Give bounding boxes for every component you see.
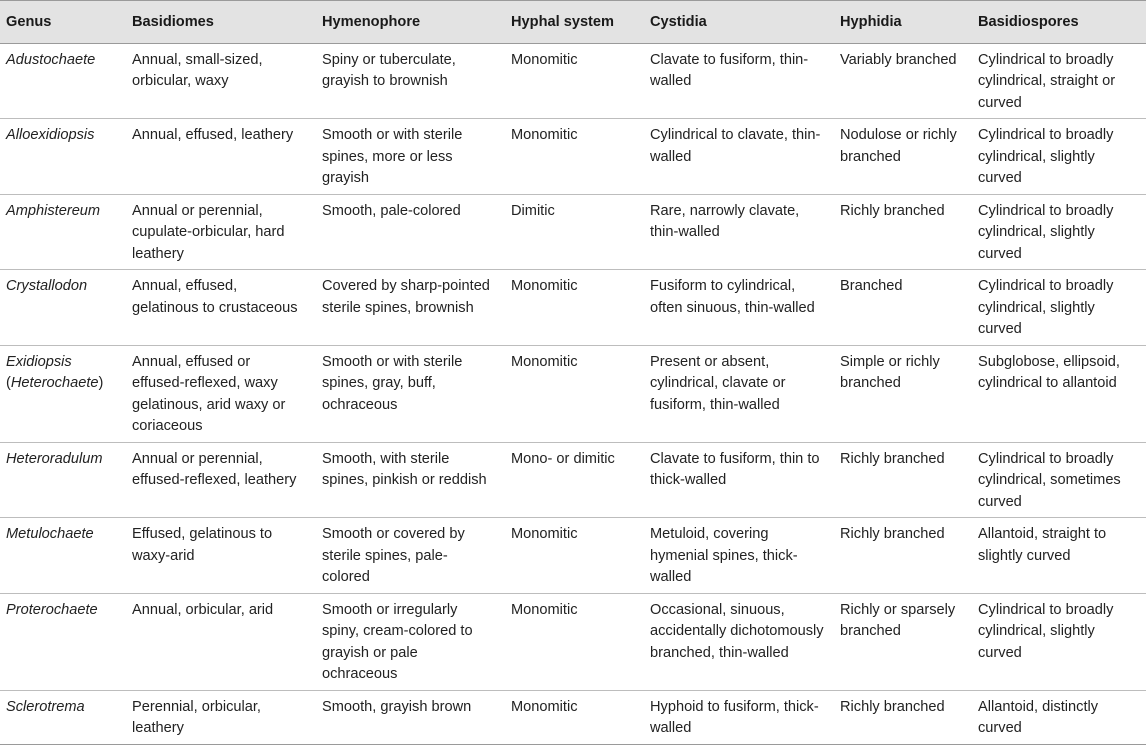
cell-hyphidia: Variably branched — [832, 43, 970, 119]
cell-hyphal-system: Monomitic — [503, 518, 642, 594]
cell-hyphidia: Nodulose or richly branched — [832, 119, 970, 195]
cell-hymenophore: Smooth, pale-colored — [314, 194, 503, 270]
table-header — [0, 1, 1146, 44]
table-row — [0, 518, 1146, 594]
cell-hyphal-system: Monomitic — [503, 593, 642, 690]
table-row — [0, 690, 1146, 744]
cell-hyphidia: Branched — [832, 270, 970, 346]
cell-hymenophore: Smooth or covered by sterile spines, pale-colored — [314, 518, 503, 594]
cell-cystidia: Clavate to fusiform, thin to thick-walled — [642, 442, 832, 518]
cell-genus — [0, 345, 124, 442]
cell-genus: Crystallodon — [0, 270, 124, 346]
table-row — [0, 593, 1146, 690]
cell-basidiomes: Effused, gelatinous to waxy-arid — [124, 518, 314, 594]
table-row — [0, 345, 1146, 442]
cell-cystidia: Metuloid, covering hymenial spines, thick-walled — [642, 518, 832, 594]
cell-hyphidia: Richly branched — [832, 690, 970, 744]
cell-hyphidia: Richly branched — [832, 194, 970, 270]
cell-basidiospores: Allantoid, straight to slightly curved — [970, 518, 1146, 594]
cell-basidiospores: Subglobose, ellipsoid, cylindrical to allantoid — [970, 345, 1146, 442]
cell-genus: Alloexidiopsis — [0, 119, 124, 195]
cell-cystidia: Occasional, sinuous, accidentally dichotomously branched, thin-walled — [642, 593, 832, 690]
cell-basidiomes: Annual, effused or effused-reflexed, waxy gelatinous, arid waxy or coriaceous — [124, 345, 314, 442]
cell-hyphal-system: Dimitic — [503, 194, 642, 270]
cell-genus: Adustochaete — [0, 43, 124, 119]
cell-hymenophore: Smooth or with sterile spines, more or less grayish — [314, 119, 503, 195]
cell-basidiospores: Cylindrical to broadly cylindrical, sometimes curved — [970, 442, 1146, 518]
cell-genus: Heteroradulum — [0, 442, 124, 518]
cell-basidiospores: Cylindrical to broadly cylindrical, slightly curved — [970, 119, 1146, 195]
cell-genus: Proterochaete — [0, 593, 124, 690]
cell-hyphidia: Richly or sparsely branched — [832, 593, 970, 690]
cell-basidiospores: Cylindrical to broadly cylindrical, slightly curved — [970, 270, 1146, 346]
genus-paren-close: ) — [98, 375, 104, 391]
cell-basidiomes: Annual, effused, leathery — [124, 119, 314, 195]
cell-hyphal-system: Monomitic — [503, 119, 642, 195]
cell-basidiospores: Allantoid, distinctly curved — [970, 690, 1146, 744]
cell-basidiospores: Cylindrical to broadly cylindrical, slightly curved — [970, 593, 1146, 690]
cell-hyphal-system: Monomitic — [503, 690, 642, 744]
header-hyphal-system: Hyphal system — [503, 1, 642, 44]
cell-hyphal-system: Monomitic — [503, 43, 642, 119]
table-row — [0, 270, 1146, 346]
table-row — [0, 194, 1146, 270]
table-body — [0, 43, 1146, 744]
cell-cystidia: Hyphoid to fusiform, thick-walled — [642, 690, 832, 744]
cell-basidiomes: Annual, orbicular, arid — [124, 593, 314, 690]
cell-hyphal-system: Monomitic — [503, 270, 642, 346]
genus-paren-open: ( — [6, 375, 11, 391]
cell-basidiomes: Annual or perennial, cupulate-orbicular, hard leathery — [124, 194, 314, 270]
cell-basidiomes: Annual or perennial, effused-reflexed, leathery — [124, 442, 314, 518]
cell-hyphidia: Richly branched — [832, 518, 970, 594]
cell-hymenophore: Smooth or with sterile spines, gray, buff, ochraceous — [314, 345, 503, 442]
cell-genus: Sclerotrema — [0, 690, 124, 744]
table-row — [0, 119, 1146, 195]
cell-hymenophore: Spiny or tuberculate, grayish to brownish — [314, 43, 503, 119]
header-basidiomes: Basidiomes — [124, 1, 314, 44]
header-row — [0, 1, 1146, 44]
cell-hyphal-system: Mono- or dimitic — [503, 442, 642, 518]
cell-hymenophore: Smooth, grayish brown — [314, 690, 503, 744]
cell-cystidia: Cylindrical to clavate, thin-walled — [642, 119, 832, 195]
header-basidiospores: Basidiospores — [970, 1, 1146, 44]
cell-basidiomes: Annual, effused, gelatinous to crustaceous — [124, 270, 314, 346]
cell-cystidia: Fusiform to cylindrical, often sinuous, thin-walled — [642, 270, 832, 346]
cell-cystidia: Rare, narrowly clavate, thin-walled — [642, 194, 832, 270]
cell-cystidia: Present or absent, cylindrical, clavate or fusiform, thin-walled — [642, 345, 832, 442]
cell-genus: Metulochaete — [0, 518, 124, 594]
header-cystidia: Cystidia — [642, 1, 832, 44]
table-row — [0, 43, 1146, 119]
genus-name: Exidiopsis — [6, 353, 72, 370]
header-genus: Genus — [0, 1, 124, 44]
cell-hymenophore: Smooth, with sterile spines, pinkish or reddish — [314, 442, 503, 518]
cell-hyphidia: Richly branched — [832, 442, 970, 518]
cell-cystidia: Clavate to fusiform, thin-walled — [642, 43, 832, 119]
genus-synonym: Heterochaete — [10, 375, 99, 391]
cell-basidiomes: Annual, small-sized, orbicular, waxy — [124, 43, 314, 119]
cell-genus: Amphistereum — [0, 194, 124, 270]
cell-hymenophore: Smooth or irregularly spiny, cream-colored to grayish or pale ochraceous — [314, 593, 503, 690]
header-hymenophore: Hymenophore — [314, 1, 503, 44]
table-row — [0, 442, 1146, 518]
cell-hymenophore: Covered by sharp-pointed sterile spines, brownish — [314, 270, 503, 346]
cell-hyphidia: Simple or richly branched — [832, 345, 970, 442]
header-hyphidia: Hyphidia — [832, 1, 970, 44]
cell-basidiospores: Cylindrical to broadly cylindrical, slightly curved — [970, 194, 1146, 270]
cell-hyphal-system: Monomitic — [503, 345, 642, 442]
cell-basidiospores: Cylindrical to broadly cylindrical, straight or curved — [970, 43, 1146, 119]
cell-basidiomes: Perennial, orbicular, leathery — [124, 690, 314, 744]
